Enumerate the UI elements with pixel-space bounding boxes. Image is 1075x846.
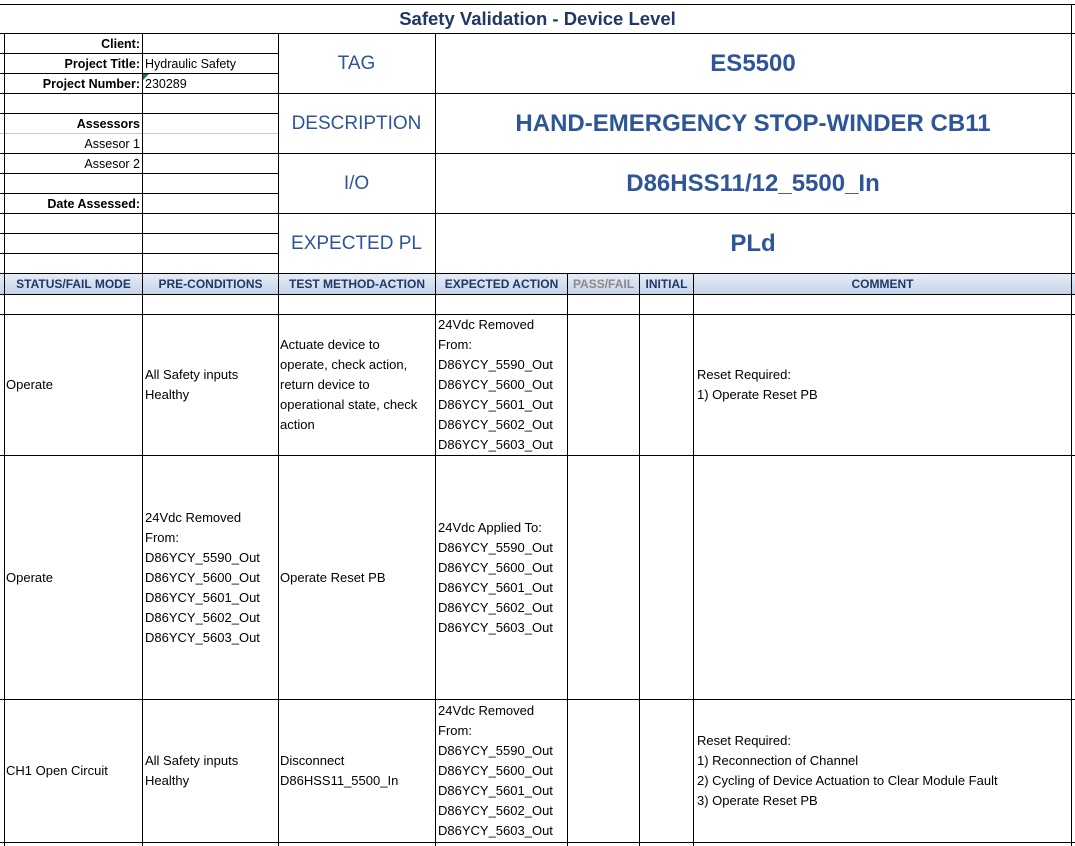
row3-expected-line[interactable]: D86YCY_5602_Out — [438, 803, 553, 818]
assessor2-label: Assesor 2 — [84, 157, 140, 171]
row1-expected-line[interactable]: D86YCY_5603_Out — [438, 437, 553, 452]
row3-pre-line[interactable]: All Safety inputs — [145, 753, 239, 768]
col-header-initial[interactable]: INITIAL — [645, 277, 688, 291]
row3-expected-line[interactable]: D86YCY_5603_Out — [438, 823, 553, 838]
row1-status[interactable]: Operate — [6, 377, 53, 392]
row1-expected-line[interactable]: D86YCY_5600_Out — [438, 377, 553, 392]
client-label: Client: — [101, 37, 140, 51]
row2-expected-line[interactable]: D86YCY_5600_Out — [438, 560, 553, 575]
row1-expected-line[interactable]: D86YCY_5601_Out — [438, 397, 553, 412]
row2-pre-line[interactable]: D86YCY_5601_Out — [145, 590, 260, 605]
project-number-label: Project Number: — [42, 77, 140, 91]
sheet-title: Safety Validation - Device Level — [399, 8, 676, 29]
description-label: DESCRIPTION — [291, 113, 422, 134]
row3-method-line[interactable]: D86HSS11_5500_In — [280, 773, 399, 788]
row3-expected-line[interactable]: 24Vdc Removed — [438, 703, 535, 718]
col-header-expected-action[interactable]: EXPECTED ACTION — [444, 277, 559, 291]
row1-expected-line[interactable]: 24Vdc Removed — [438, 317, 535, 332]
row1-method-line[interactable]: operational state, check — [280, 397, 418, 412]
row1-pre-line[interactable]: All Safety inputs — [145, 367, 239, 382]
assessors-label: Assessors — [76, 117, 140, 131]
row3-expected-line[interactable]: D86YCY_5601_Out — [438, 783, 553, 798]
expected-pl-value[interactable]: PLd — [730, 230, 776, 257]
row2-method-line[interactable]: Operate Reset PB — [280, 570, 386, 585]
expected-pl-label: EXPECTED PL — [291, 233, 422, 254]
row3-comment-line[interactable]: 1) Reconnection of Channel — [697, 753, 859, 768]
row2-pre-line[interactable]: D86YCY_5590_Out — [145, 550, 260, 565]
project-title-label: Project Title: — [64, 57, 140, 71]
date-assessed-label: Date Assessed: — [47, 197, 140, 211]
row1-comment-line[interactable]: 1) Operate Reset PB — [697, 387, 818, 402]
row1-expected-line[interactable]: D86YCY_5590_Out — [438, 357, 553, 372]
row3-pre-line[interactable]: Healthy — [145, 773, 190, 788]
tag-label: TAG — [337, 53, 376, 74]
row2-pre-line[interactable]: D86YCY_5600_Out — [145, 570, 260, 585]
assessor1-label: Assesor 1 — [84, 137, 140, 151]
row3-expected-line[interactable]: From: — [438, 723, 472, 738]
row2-pre-line[interactable]: From: — [145, 530, 179, 545]
row1-method-line[interactable]: action — [280, 417, 315, 432]
col-header-comment[interactable]: COMMENT — [851, 277, 914, 291]
row1-method-line[interactable]: Actuate device to — [280, 337, 380, 352]
row3-comment-line[interactable]: 2) Cycling of Device Actuation to Clear Module Fault — [697, 773, 998, 788]
col-header-pass-fail[interactable]: PASS/FAIL — [572, 277, 635, 291]
row3-expected-line[interactable]: D86YCY_5600_Out — [438, 763, 553, 778]
col-header-preconditions[interactable]: PRE-CONDITIONS — [158, 277, 263, 291]
project-number-value[interactable]: 230289 — [145, 77, 187, 91]
row1-comment-line[interactable]: Reset Required: — [697, 367, 791, 382]
description-value[interactable]: HAND-EMERGENCY STOP-WINDER CB11 — [515, 110, 991, 137]
row1-pre-line[interactable]: Healthy — [145, 387, 190, 402]
row2-expected-line[interactable]: D86YCY_5602_Out — [438, 600, 553, 615]
col-header-test-method[interactable]: TEST METHOD-ACTION — [289, 277, 425, 291]
tag-value[interactable]: ES5500 — [710, 50, 796, 77]
row1-method-line[interactable]: operate, check action, — [280, 357, 408, 372]
row3-comment-line[interactable]: 3) Operate Reset PB — [697, 793, 818, 808]
row1-expected-line[interactable]: From: — [438, 337, 472, 352]
col-header-status[interactable]: STATUS/FAIL MODE — [16, 277, 131, 291]
row2-pre-line[interactable]: D86YCY_5602_Out — [145, 610, 260, 625]
row2-pre-line[interactable]: 24Vdc Removed — [145, 510, 242, 525]
row3-status[interactable]: CH1 Open Circuit — [6, 763, 108, 778]
row3-expected-line[interactable]: D86YCY_5590_Out — [438, 743, 553, 758]
row3-method-line[interactable]: Disconnect — [280, 753, 345, 768]
row1-method-line[interactable]: return device to — [280, 377, 370, 392]
row2-expected-line[interactable]: 24Vdc Applied To: — [438, 520, 542, 535]
row1-expected-line[interactable]: D86YCY_5602_Out — [438, 417, 553, 432]
row2-status[interactable]: Operate — [6, 570, 53, 585]
row2-pre-line[interactable]: D86YCY_5603_Out — [145, 630, 260, 645]
row2-expected-line[interactable]: D86YCY_5603_Out — [438, 620, 553, 635]
io-value[interactable]: D86HSS11/12_5500_In — [626, 170, 880, 197]
row2-expected-line[interactable]: D86YCY_5601_Out — [438, 580, 553, 595]
row2-expected-line[interactable]: D86YCY_5590_Out — [438, 540, 553, 555]
row3-comment-line[interactable]: Reset Required: — [697, 733, 791, 748]
project-title-value[interactable]: Hydraulic Safety — [145, 57, 237, 71]
io-label: I/O — [343, 173, 370, 194]
